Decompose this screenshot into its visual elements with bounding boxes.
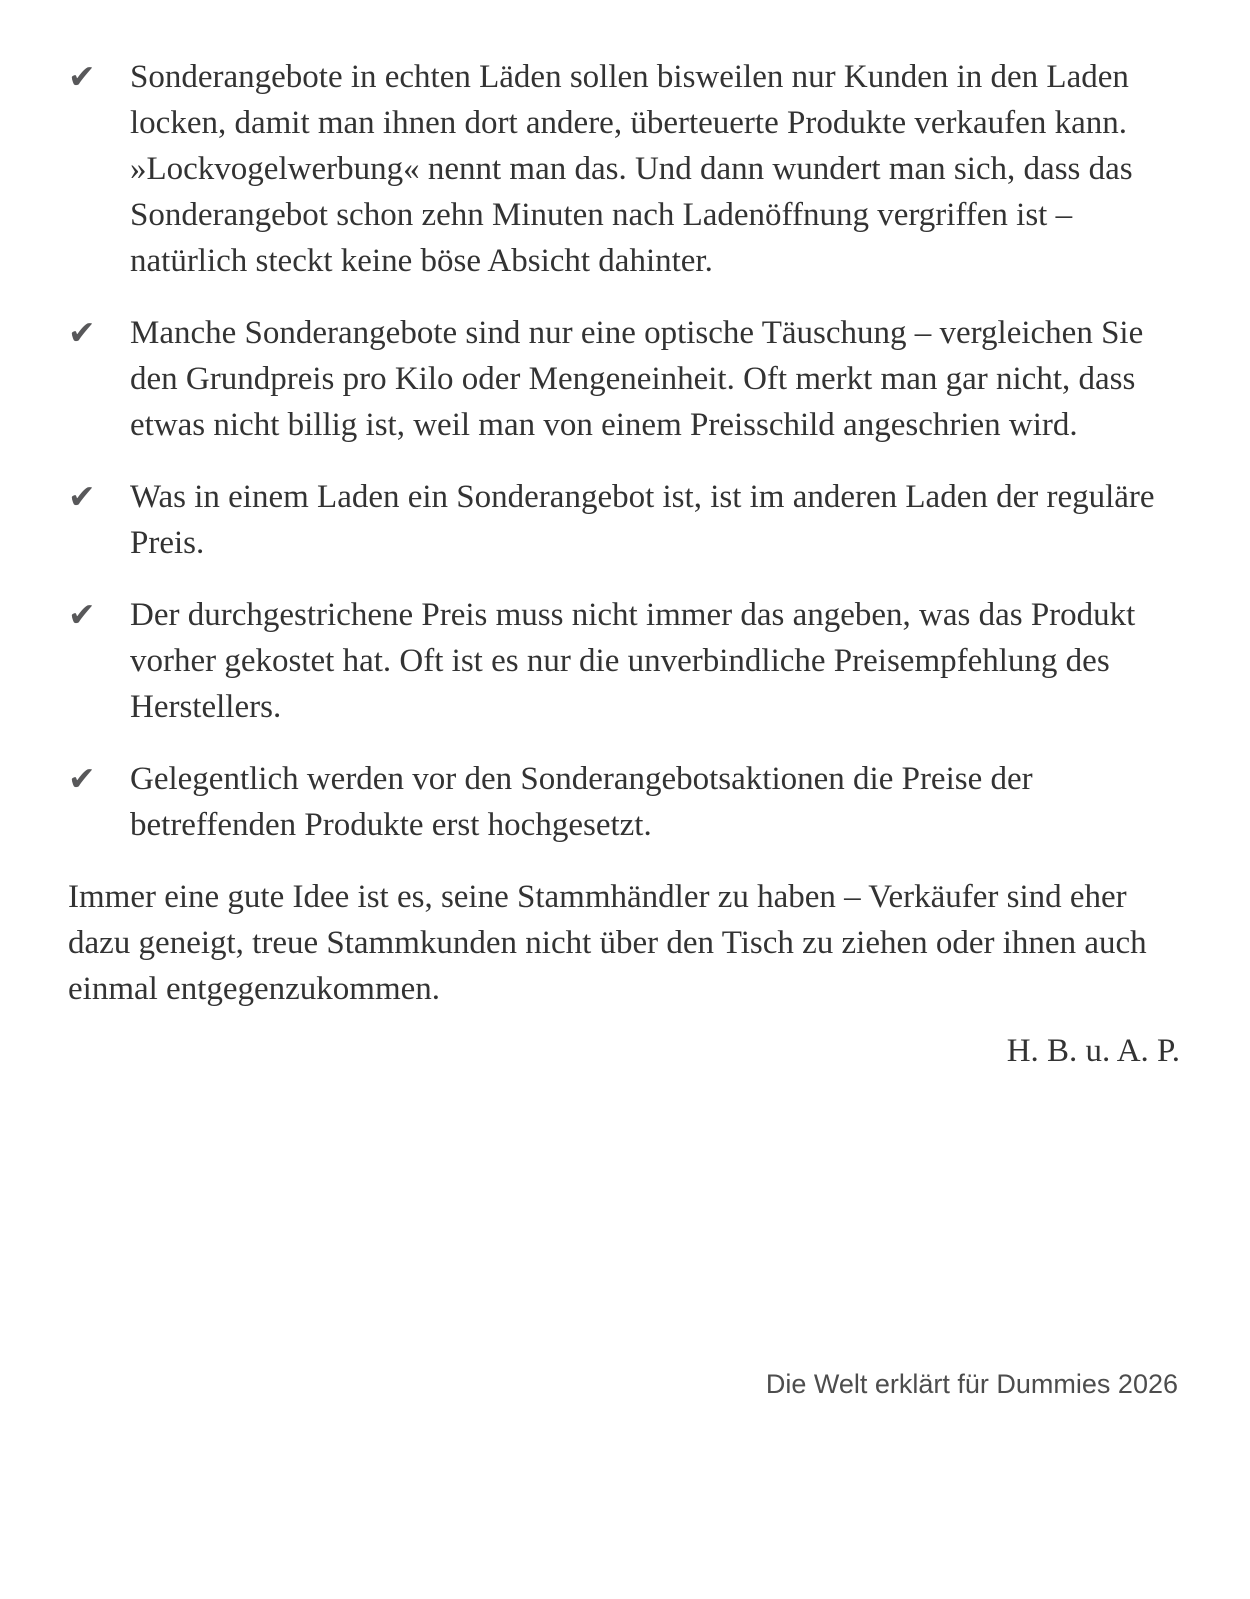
checkmark-icon: ✔: [68, 595, 96, 634]
list-item: [68, 474, 1180, 566]
list-item: [68, 592, 1180, 730]
list-item-text: Was in einem Laden ein Sonderangebot ist, ist im anderen Laden der reguläre Preis.: [130, 479, 1155, 561]
list-item-text: Manche Sonderangebote sind nur eine optische Täuschung – vergleichen Sie den Grundpreis pro Kilo oder Mengeneinheit. Oft merkt man gar nicht, dass etwas nicht billig ist, weil man von einem Preisschild angeschrien wird.: [130, 315, 1144, 443]
list-item: [68, 756, 1180, 848]
checkmark-icon: ✔: [68, 57, 96, 96]
list-item-text: Sonderangebote in echten Läden sollen bisweilen nur Kunden in den Laden locken, damit man ihnen dort andere, überteuerte Produkte verkaufen kann. »Lockvogelwerbung« nennt man das. Und dann wundert man sich, dass das Sonderangebot schon zehn Minuten nach Ladenöffnung vergriffen ist – natürlich steckt keine böse Absicht dahinter.: [130, 59, 1133, 279]
list-item: [68, 310, 1180, 448]
closing-paragraph: Immer eine gute Idee ist es, seine Stammhändler zu haben – Verkäufer sind eher dazu geneigt, treue Stammkunden nicht über den Tisch zu ziehen oder ihnen auch einmal entgegenzukommen.: [68, 879, 1147, 1007]
checklist: [68, 54, 1180, 848]
checkmark-icon: ✔: [68, 313, 96, 352]
checkmark-icon: ✔: [68, 759, 96, 798]
running-footer: Die Welt erklärt für Dummies 2026: [765, 1369, 1178, 1399]
list-item: [68, 54, 1180, 284]
list-item-text: Gelegentlich werden vor den Sonderangebotsaktionen die Preise der betreffenden Produkte erst hochgesetzt.: [130, 761, 1033, 843]
list-item-text: Der durchgestrichene Preis muss nicht immer das angeben, was das Produkt vorher gekostet hat. Oft ist es nur die unverbindliche Preisempfehlung des Herstellers.: [130, 597, 1136, 725]
author-initials: H. B. u. A. P.: [1006, 1033, 1180, 1069]
checkmark-icon: ✔: [68, 477, 96, 516]
